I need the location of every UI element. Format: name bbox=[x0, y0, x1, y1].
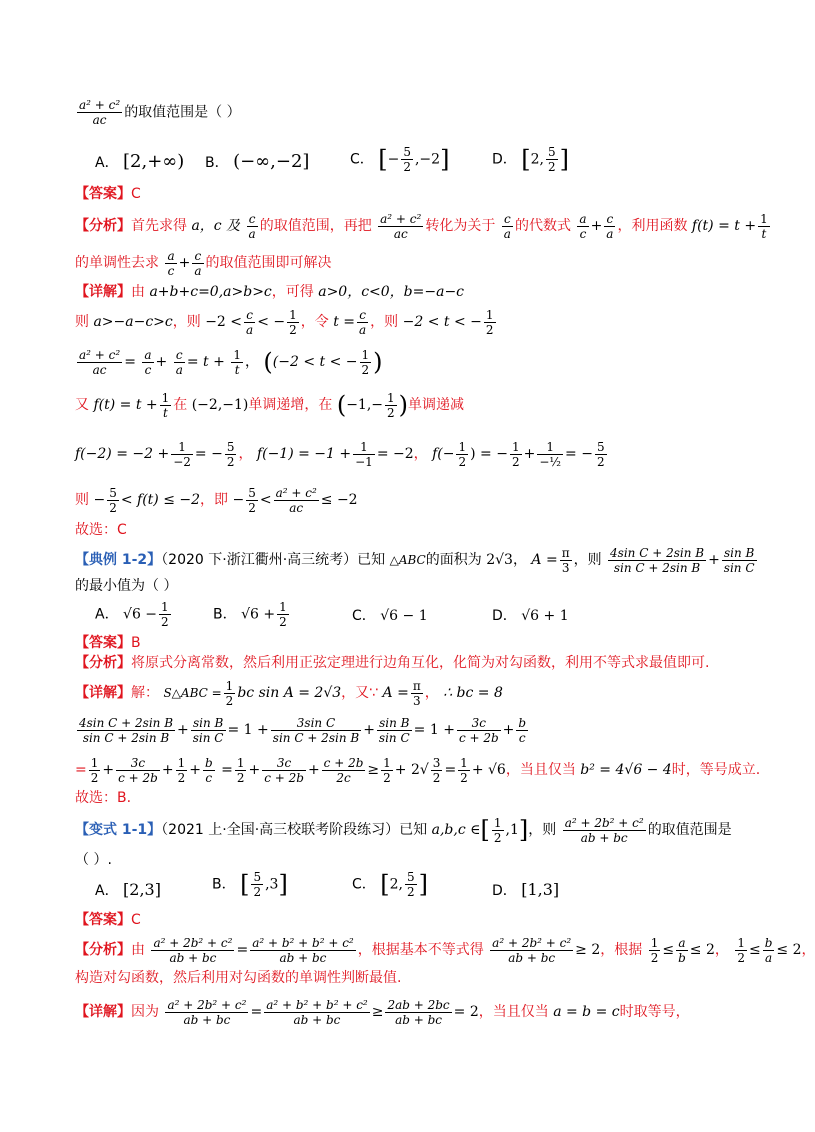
q2-detail-2: $\frac{\text{4sin C + 2sin B}}{\text{sin C + 2sin B}}$ + $\frac{\text{sin B}}{\text{sin C}}$ = 1 + $\frac{\text{3sin C}}{\text{sin C + 2sin B}}$ + $\frac{\text{sin B}}{\text{sin C}}$ = 1 + $\frac{3c}{c + 2b}$ + $\frac{b}{c}$ bbox=[79, 715, 527, 745]
q1-detail-3: $\frac{\text{a² + c²}}{ac}$ = $\frac{a}{c}$ + $\frac{c}{a}$ = t + $\frac{1}{t}$ ， ((−2 < t < − $\frac{1}{2}$ ) bbox=[79, 347, 383, 377]
q2-detail-3: = $\frac{1}{2}$ + $\frac{3c}{c + 2b}$ + $\frac{1}{2}$ + $\frac{b}{c}$ = $\frac{1}{2}$ + $\frac{3c}{c + 2b}$ + $\frac{c + 2b}{2c}$ ≥ $\frac{1}{2}$ + 2√ $\frac{3}{2}$ = $\frac{1}{2}$ + √6，当且仅当 b² = 4√6 − 4时，等号成立. bbox=[75, 755, 761, 785]
q1-detail-4: 又 f(t) = t + $\frac{1}{t}$ 在 (−2,−1)单调递增，在 (−1,− $\frac{1}{2}$ )单调递减 bbox=[75, 390, 465, 420]
frac-a2c2-over-ac: $\frac{\text{a² + c²}}{ac}$ bbox=[79, 98, 121, 127]
q1-option-a: A． [2,+∞) bbox=[95, 151, 185, 172]
q2-tag: 【典例 1-2】 bbox=[75, 552, 162, 568]
q1-option-b: B． (−∞,−2] bbox=[205, 151, 310, 172]
q1-option-c: C． [− $\frac{5}{2}$ ,−2] bbox=[350, 145, 450, 174]
q3-option-d: D． [1,3] bbox=[492, 880, 560, 899]
q3-option-a: A． [2,3] bbox=[95, 880, 161, 899]
q3-option-c: C． [2, $\frac{5}{2}$ ] bbox=[352, 870, 428, 899]
q1-detail-1: 【详解】由 a+b+c=0,a>b>c，可得 a>0，c<0，b=−a−c bbox=[75, 284, 465, 300]
q3-tag: 【变式 1-1】 bbox=[75, 822, 162, 838]
q2-option-c: C． √6 − 1 bbox=[352, 608, 428, 624]
q2-option-b: B． √6 + $\frac{1}{2}$ bbox=[213, 600, 287, 629]
q1-conclusion: 故选：C bbox=[75, 522, 127, 538]
q2-stem-line2: 的最小值为（ ） bbox=[75, 578, 178, 594]
q3-answer: 【答案】C bbox=[75, 912, 141, 928]
q1-option-a-value: [2,+∞) bbox=[123, 151, 185, 172]
q1-option-b-value: (−∞,−2] bbox=[233, 151, 310, 172]
q3-option-b: B． [ $\frac{5}{2}$ ,3] bbox=[212, 870, 288, 899]
q1-analysis-line2: 的单调性去求 $\frac{a}{c}$ + $\frac{c}{a}$ 的取值范围即可解决 bbox=[75, 248, 332, 278]
q2-option-a: A． √6 − $\frac{1}{2}$ bbox=[95, 600, 169, 629]
q1-answer: 【答案】C bbox=[75, 186, 141, 202]
q1-detail-2: 则 a>−a−c>c，则 −2 < $\frac{c}{a}$ < − $\frac{1}{2}$ ，令 t = $\frac{c}{a}$ ，则 −2 < t < − $\frac{1}{2}$ bbox=[75, 307, 494, 337]
q2-analysis: 【分析】将原式分离常数，然后利用正弦定理进行边角互化，化简为对勾函数，利用不等式求最值即可. bbox=[75, 655, 710, 671]
q2-answer: 【答案】B bbox=[75, 635, 141, 651]
q2-conclusion: 故选：B. bbox=[75, 790, 132, 806]
q3-detail: 【详解】因为 $\frac{\text{a² + 2b² + c²}}{ab + bc}$ = $\frac{\text{a² + b² + b² + c²}}{ab + bc}$ ≥ $\frac{2ab + 2bc}{ab + bc}$ = 2，当且仅当 a = b = c时取等号， bbox=[75, 997, 690, 1027]
q1-detail-5: f(−2) = −2 + $\frac{1}{-2}$ = − $\frac{5}{2}$ ， f(−1) = −1 + $\frac{1}{-1}$ = −2， f(− $\frac{1}{2}$ ) = − $\frac{1}{2}$ + $\frac{1}{\text{−½}}$ = − $\frac{5}{2}$ bbox=[75, 439, 605, 469]
q3-stem-line2: （ ）. bbox=[75, 852, 112, 868]
q1-stem bbox=[75, 98, 740, 127]
q1-stem-text: 的取值范围是（ ） bbox=[124, 104, 241, 121]
q3-stem: 【变式 1-1】（2021 上·全国·高三校联考阶段练习）已知 a,b,c ∈[ $\frac{1}{2}$ ,1]，则 $\frac{\text{a² + 2b² + c²}}{ab + bc}$ 的取值范围是 bbox=[75, 815, 732, 845]
q2-stem: 【典例 1-2】（2020 下·浙江衢州·高三统考）已知 △ABC的面积为 2√3， A = $\frac{\pi}{3}$ ，则 $\frac{\text{4sin C + 2sin B}}{\text{sin C + 2sin B}}$ + $\frac{\text{sin B}}{\text{sin C}}$ bbox=[75, 545, 755, 575]
q1-analysis: 【分析】首先求得 a，c 及 $\frac{c}{a}$ 的取值范围，再把 $\frac{\text{a² + c²}}{ac}$ 转化为关于 $\frac{c}{a}$ 的代数式 $\frac{a}{c}$ + $\frac{c}{a}$ ，利用函数 f(t) = t + $\frac{1}{t}$ bbox=[75, 211, 768, 241]
q2-detail-1: 【详解】解： S△ABC = $\frac{1}{2}$ bc sin A = 2√3，又∵ A = $\frac{\pi}{3}$ ， ∴ bc = 8 bbox=[75, 678, 503, 708]
q3-analysis: 【分析】由 $\frac{\text{a² + 2b² + c²}}{ab + bc}$ = $\frac{\text{a² + b² + b² + c²}}{ab + bc}$ ，根据基本不等式得 $\frac{\text{a² + 2b² + c²}}{ab + bc}$ ≥ 2，根据 $\frac{1}{2}$ ≤ $\frac{a}{b}$ ≤ 2， $\frac{1}{2}$ ≤ $\frac{b}{a}$ ≤ 2， bbox=[75, 935, 815, 965]
q1-option-d: D． [2, $\frac{5}{2}$ ] bbox=[492, 145, 569, 174]
q3-analysis-line2: 构造对勾函数，然后利用对勾函数的单调性判断最值. bbox=[75, 970, 402, 986]
q2-option-d: D． √6 + 1 bbox=[492, 608, 569, 624]
q1-detail-6: 则 − $\frac{5}{2}$ < f(t) ≤ −2，即 − $\frac{5}{2}$ < $\frac{\text{a² + c²}}{ac}$ ≤ −2 bbox=[75, 485, 358, 515]
